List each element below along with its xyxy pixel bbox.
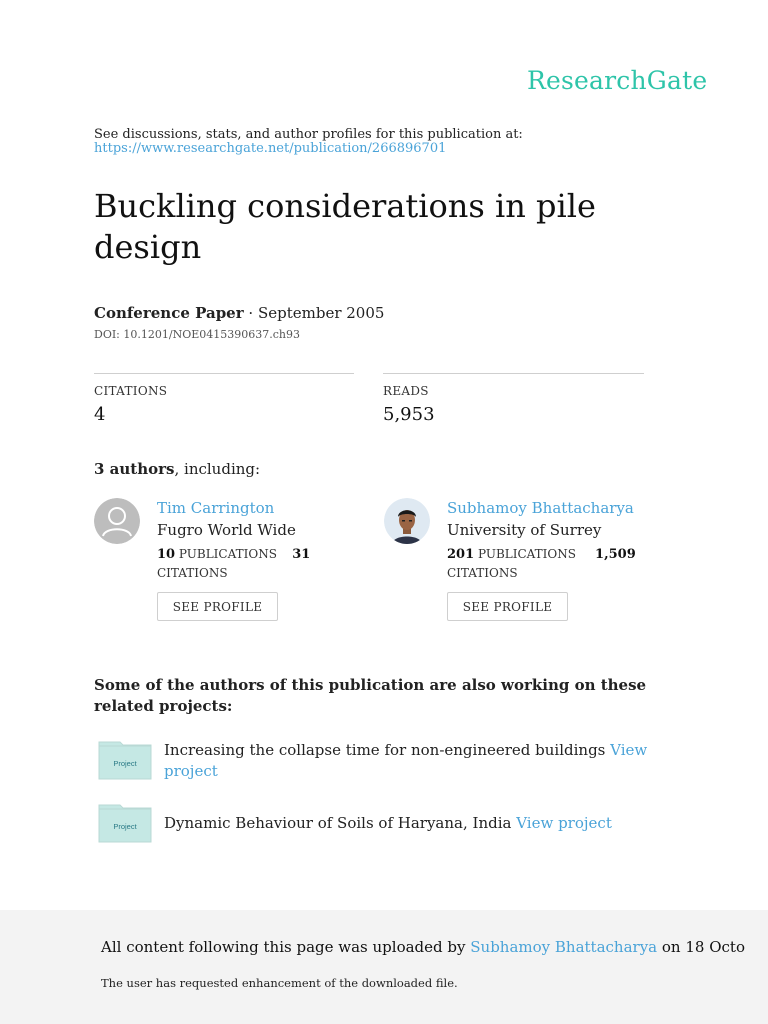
authors-suffix: , including:	[174, 460, 261, 478]
author-publications-count: 10	[157, 547, 176, 562]
researchgate-logo[interactable]: ResearchGate	[527, 66, 708, 95]
project-folder-icon[interactable]	[98, 740, 152, 780]
enhancement-note: The user has requested enhancement of the downloaded file.	[101, 976, 458, 990]
publication-title: Buckling considerations in pile design	[94, 187, 596, 266]
publication-doi: DOI: 10.1201/NOE0415390637.ch93	[94, 328, 300, 341]
photo-avatar[interactable]	[384, 498, 430, 544]
project-title: Dynamic Behaviour of Soils of Haryana, India	[164, 814, 512, 832]
author-stats	[157, 545, 347, 582]
author-citations-count: 1,509	[595, 547, 636, 562]
author-name-link[interactable]: Subhamoy Bhattacharya	[447, 499, 634, 517]
author-stats	[447, 545, 637, 582]
author-publications-label: PUBLICATIONS	[477, 547, 576, 561]
project-icon-label: Project	[113, 759, 137, 768]
author-institution: University of Surrey	[447, 521, 602, 539]
reads-divider	[383, 373, 644, 374]
project-icon-label: Project	[113, 822, 137, 831]
see-profile-button[interactable]: SEE PROFILE	[157, 592, 278, 621]
citations-value: 4	[94, 404, 106, 425]
citations-divider	[94, 373, 354, 374]
project-title: Increasing the collapse time for non-engineered buildings	[164, 741, 606, 759]
uploaded-by-line	[101, 938, 745, 956]
authors-heading	[94, 460, 260, 478]
uploader-link[interactable]: Subhamoy Bhattacharya	[470, 938, 658, 956]
author-publications-count: 201	[447, 547, 475, 562]
reads-label: READS	[383, 384, 429, 398]
related-projects-heading: Some of the authors of this publication are also working on these related projects:	[94, 676, 647, 715]
view-project-link[interactable]: View project	[164, 741, 648, 780]
author-citations-label: CITATIONS	[447, 566, 518, 580]
discussion-text: See discussions, stats, and author profiles for this publication at:	[94, 127, 523, 142]
placeholder-avatar-icon[interactable]	[94, 498, 140, 544]
authors-count: 3 authors	[94, 460, 175, 478]
author-citations-label: CITATIONS	[157, 566, 228, 580]
uploaded-prefix: All content following this page was uploaded by	[101, 938, 466, 956]
author-citations-count: 31	[292, 547, 311, 562]
upload-footer	[0, 910, 768, 1024]
author-institution: Fugro World Wide	[157, 521, 296, 539]
publication-type: Conference Paper	[94, 304, 244, 322]
publication-meta	[94, 304, 384, 322]
reads-value: 5,953	[383, 404, 435, 425]
view-project-link[interactable]: View project	[516, 814, 612, 832]
author-publications-label: PUBLICATIONS	[178, 547, 277, 561]
citations-label: CITATIONS	[94, 384, 168, 398]
author-name-link[interactable]: Tim Carrington	[157, 499, 275, 517]
see-profile-button[interactable]: SEE PROFILE	[447, 592, 568, 621]
project-description	[164, 740, 684, 782]
publication-url-link[interactable]: https://www.researchgate.net/publication/266896701	[94, 141, 447, 156]
discussion-notice	[94, 128, 523, 156]
publication-date: · September 2005	[248, 304, 385, 322]
project-description	[164, 813, 684, 834]
uploaded-suffix: on 18 Octo	[661, 938, 745, 956]
project-folder-icon[interactable]	[98, 803, 152, 843]
